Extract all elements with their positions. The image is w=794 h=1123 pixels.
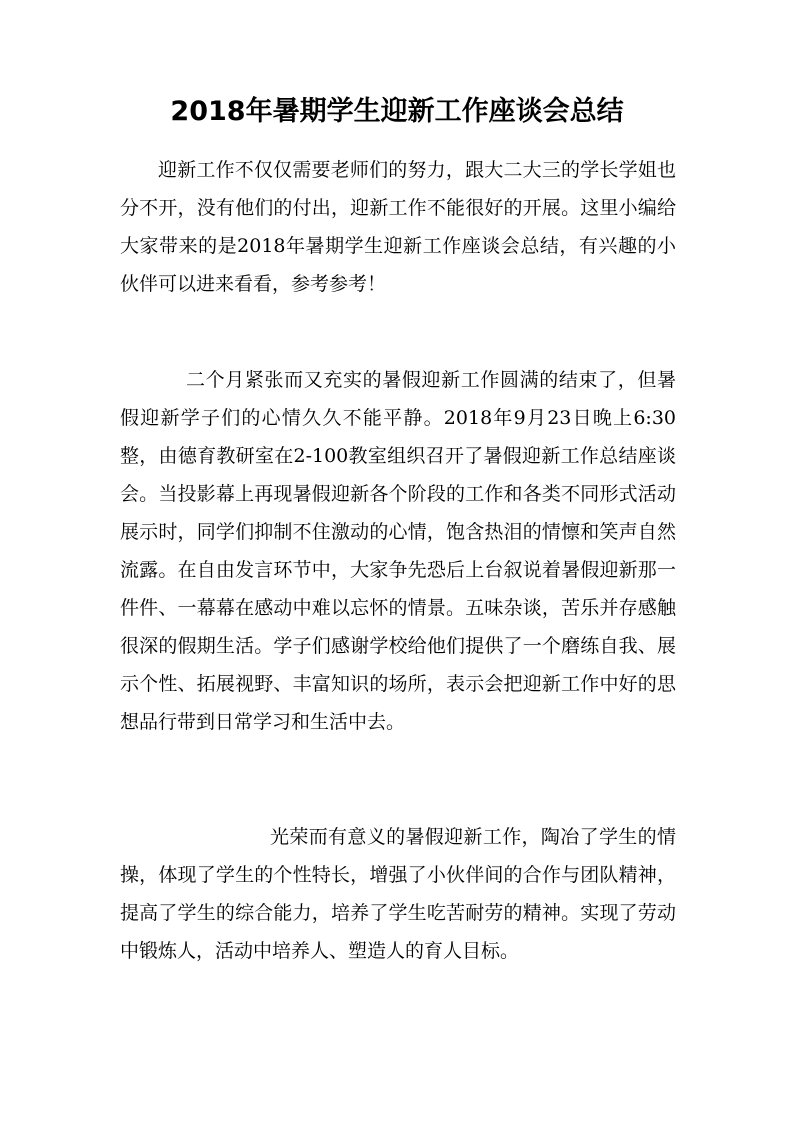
- paragraph-intro: 迎新工作不仅仅需要老师们的努力，跟大二大三的学长学姐也分不开，没有他们的付出，迎新工作不能很好的开展。这里小编给大家带来的是2018年暑期学生迎新工作座谈会总结，有兴趣的小伙伴可以进来看看，参考参考！: [120, 159, 676, 295]
- document-title: 2018年暑期学生迎新工作座谈会总结: [170, 96, 624, 127]
- paragraph-event-summary: 二个月紧张而又充实的暑假迎新工作圆满的结束了，但暑假迎新学子们的心情久久不能平静。2018年9月23日晚上6:30整，由德育教研室在2-100教室组织召开了暑假迎新工作总结座谈会。当投影幕上再现暑假迎新各个阶段的工作和各类不同形式活动展示时，同学们抑制不住激动的心情，饱含热泪的情懔和笑声自然流露。在自由发言环节中，大家争先恐后上台叙说着暑假迎新那一件件、一幕幕在感动中难以忘怀的情景。五味杂谈，苦乐并存感触很深的假期生活。学子们感谢学校给他们提供了一个磨练自我、展示个性、拓展视野、丰富知识的场所，表示会把迎新工作中好的思想品行带到日常学习和生活中去。: [120, 369, 676, 733]
- paragraph-conclusion: 光荣而有意义的暑假迎新工作，陶冶了学生的情操，体现了学生的个性特长，增强了小伙伴间的合作与团队精神，提高了学生的综合能力，培养了学生吃苦耐劳的精神。实现了劳动中锻炼人，活动中培养人、塑造人的育人目标。: [120, 826, 676, 962]
